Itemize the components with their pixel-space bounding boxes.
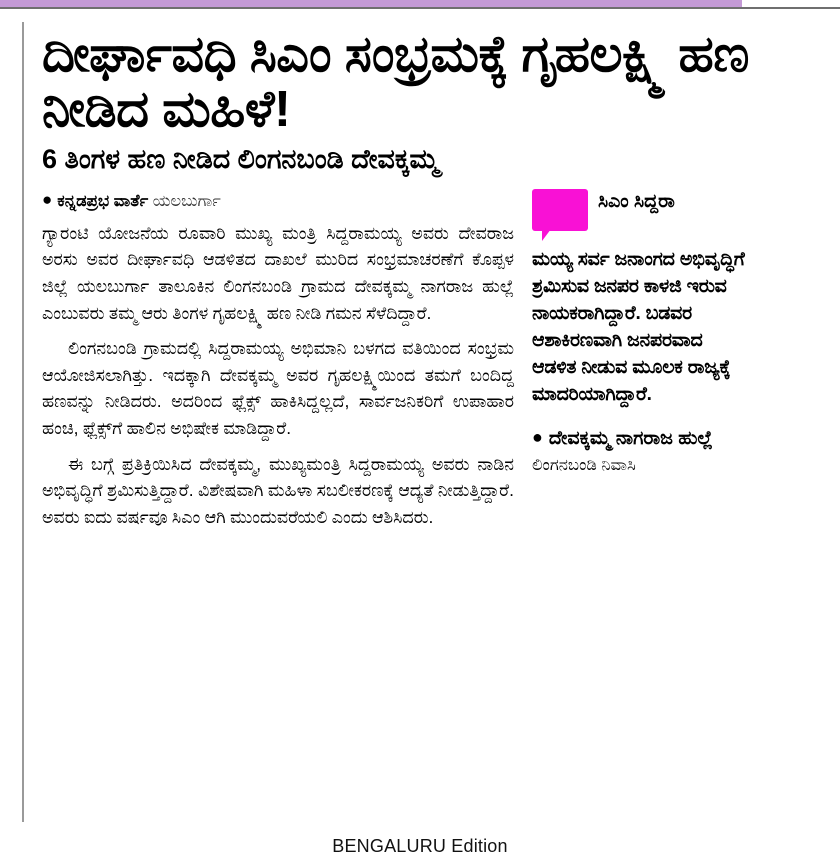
article-subheadline: 6 ತಿಂಗಳ ಹಣ ನೀಡಿದ ಲಿಂಗನಬಂಡಿ ದೇವಕ್ಕಮ್ಮ <box>42 144 439 175</box>
article-paragraph: ಈ ಬಗ್ಗೆ ಪ್ರತಿಕ್ರಿಯಿಸಿದ ದೇವಕ್ಕಮ್ಮ, ಮುಖ್ಯಮಂತ್ರಿ ಸಿದ್ದರಾಮಯ್ಯ ಅವರು ನಾಡಿನ ಅಭಿವೃದ್ಧಿಗೆ ಶ್ರಮಿಸುತ್ತಿದ್ದಾರೆ. ವಿಶೇಷವಾಗಿ ಮಹಿಳಾ ಸಬಲೀಕರಣಕ್ಕೆ ಆದ್ಯತೆ ನೀಡುತ್ತಿದ್ದಾರೆ. ಅವರು ಐದು ವರ್ಷವೂ ಸಿಎಂ ಆಗಿ ಮುಂದುವರೆಯಲಿ ಎಂದು ಆಶಿಸಿದರು. <box>42 453 514 527</box>
article-paragraph: ಲಿಂಗನಬಂಡಿ ಗ್ರಾಮದಲ್ಲಿ ಸಿದ್ದರಾಮಯ್ಯ ಅಭಿಮಾನಿ ಬಳಗದ ವತಿಯಿಂದ ಸಂಭ್ರಮ ಆಯೋಜಿಸಲಾಗಿತ್ತು. ಇದಕ್ಕಾಗಿ ದೇವಕ್ಕಮ್ಮ ಅವರ ಗೃಹಲಕ್ಷ್ಮಿಯಿಂದ ತಮಗೆ ಬಂದಿದ್ದ ಹಣವನ್ನು ನೀಡಿದರು. ಅದರಿಂದ ಫ್ಲೆಕ್ಸ್ ಹಾಕಿಸಿದ್ದಲ್ಲದೆ, ಸಾರ್ವಜನಿಕರಿಗೆ ಉಪಾಹಾರ ಹಂಚಿ, ಫ್ಲೆಕ್ಸ್‌ಗೆ ಹಾಲಿನ ಅಭಿಷೇಕ ಮಾಡಿದ್ದಾರೆ. <box>42 338 514 438</box>
article-content <box>42 26 802 539</box>
sidebar-header <box>532 189 752 245</box>
byline <box>42 189 514 212</box>
top-horizontal-rule <box>0 7 840 9</box>
top-bar-gap <box>742 0 840 7</box>
article-main-column <box>42 189 532 539</box>
left-vertical-rule <box>22 22 24 822</box>
bullet-icon: ● <box>42 190 53 210</box>
byline-place: ಯಲಬುರ್ಗಾ <box>152 192 221 211</box>
article-columns <box>42 189 797 539</box>
article-paragraph: ಗ್ಯಾರಂಟಿ ಯೋಜನೆಯ ರೂವಾರಿ ಮುಖ್ಯ ಮಂತ್ರಿ ಸಿದ್ದರಾಮಯ್ಯ ಅವರು ದೇವರಾಜ ಅರಸು ಅವರ ದೀರ್ಘಾವಧಿ ಆಡಳಿತದ ದಾಖಲೆ ಮುರಿದ ಸಂಭ್ರಮಾಚರಣೆಗೆ ಕೊಪ್ಪಳ ಜಿಲ್ಲೆ ಯಲಬುರ್ಗಾ ತಾಲೂಕಿನ ಲಿಂಗನಬಂಡಿ ಗ್ರಾಮದ ದೇವಕ್ಕಮ್ಮ ನಾಗರಾಜ ಹುಲ್ಲೆ ಎಂಬುವರು ತಮ್ಮ ಆರು ತಿಂಗಳ ಗೃಹಲಕ್ಷ್ಮಿ ಹಣ ನೀಡಿ ಗಮನ ಸೆಳೆದಿದ್ದಾರೆ. <box>42 222 514 323</box>
article-sidebar <box>532 189 752 476</box>
top-decorative-bar <box>0 0 742 7</box>
sidebar-credit-subtitle: ಲಿಂಗನಬಂಡಿ ನಿವಾಸಿ <box>532 455 636 474</box>
bullet-icon: ● <box>532 427 543 448</box>
byline-source: ಕನ್ನಡಪ್ರಭ ವಾರ್ತೆ <box>57 192 149 211</box>
sidebar-credit-name: ದೇವಕ್ಕಮ್ಮ ನಾಗರಾಜ ಹುಲ್ಲೆ <box>548 428 713 450</box>
speech-bubble-icon <box>532 189 588 231</box>
sidebar-quote-body: ಮಯ್ಯ ಸರ್ವ ಜನಾಂಗದ ಅಭಿವೃದ್ಧಿಗೆ ಶ್ರಮಿಸುವ ಜನಪರ ಕಾಳಜಿ ಇರುವ ನಾಯಕರಾಗಿದ್ದಾರೆ. ಬಡವರ ಆಶಾಕಿರಣವಾಗಿ ಜನಪರವಾದ ಆಡಳಿತ ನೀಡುವ ಮೂಲಕ ರಾಜ್ಯಕ್ಕೆ ಮಾದರಿಯಾಗಿದ್ದಾರೆ. <box>532 249 745 406</box>
page-title: ದೀರ್ಘಾವಧಿ ಸಿಎಂ ಸಂಭ್ರಮಕ್ಕೆ ಗೃಹಲಕ್ಷ್ಮಿ ಹಣ ನೀಡಿದ ಮಹಿಳೆ! <box>42 25 749 138</box>
sidebar-heading: ಸಿಎಂ ಸಿದ್ದರಾ <box>598 191 675 213</box>
sidebar-credit <box>532 425 750 476</box>
edition-footer: BENGALURU Edition <box>332 836 508 856</box>
